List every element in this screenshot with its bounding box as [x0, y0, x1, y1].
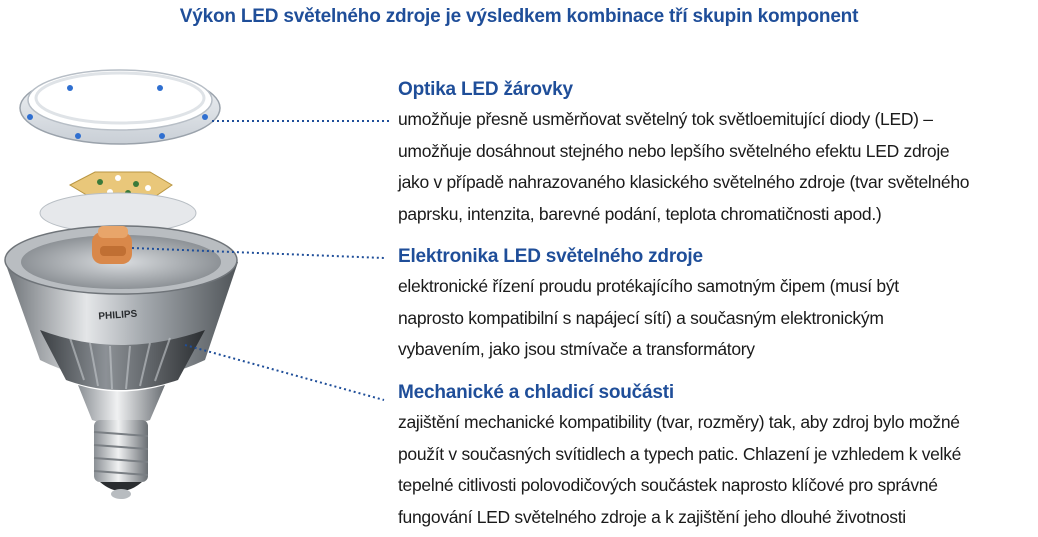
section-electronics: [398, 245, 1028, 366]
screw-base: [94, 420, 148, 499]
section-body: umožňuje přesně usměrňovat světelný tok světloemitující diody (LED) – umožňuje dosáhnout stejného nebo lepšího světelného efektu LED zdroje jako v případě nahrazovaného klasického světelného zdroje (tvar světelného paprsku, intenzita, barevné podání, teplota chromatičnosti apod.): [398, 109, 970, 224]
brand-label: PHILIPS: [98, 308, 138, 323]
section-mechanics: [398, 381, 1028, 533]
bulb-housing: [5, 226, 238, 499]
led-bulb-illustration: [0, 40, 330, 537]
section-body: zajištění mechanické kompatibility (tvar, rozměry) tak, aby zdroj bylo možné použít v současných svítidlech a typech patic. Chlazení je vzhledem k velké tepelné citlivosti polovodičových součástek naprosto klíčové pro správné fungování LED světelného zdroje a k zajištění jeho dlouhé životnosti: [398, 412, 962, 527]
section-heading: Elektronika LED světelného zdroje: [398, 246, 703, 267]
section-optics: [398, 78, 1028, 230]
section-heading: Optika LED žárovky: [398, 79, 573, 100]
driver-electronics: [92, 226, 132, 264]
optic-ring: [20, 70, 220, 144]
section-body: elektronické řízení proudu protékajícího samotným čipem (musí být naprosto kompatibilní s napájecí sítí) a současným elektronickým vybavením, jako jsou stmívače a transformátory: [398, 276, 899, 359]
section-heading: Mechanické a chladicí součásti: [398, 382, 674, 403]
diagram-title: Výkon LED světelného zdroje je výsledkem kombinace tří skupin komponent: [179, 6, 859, 27]
